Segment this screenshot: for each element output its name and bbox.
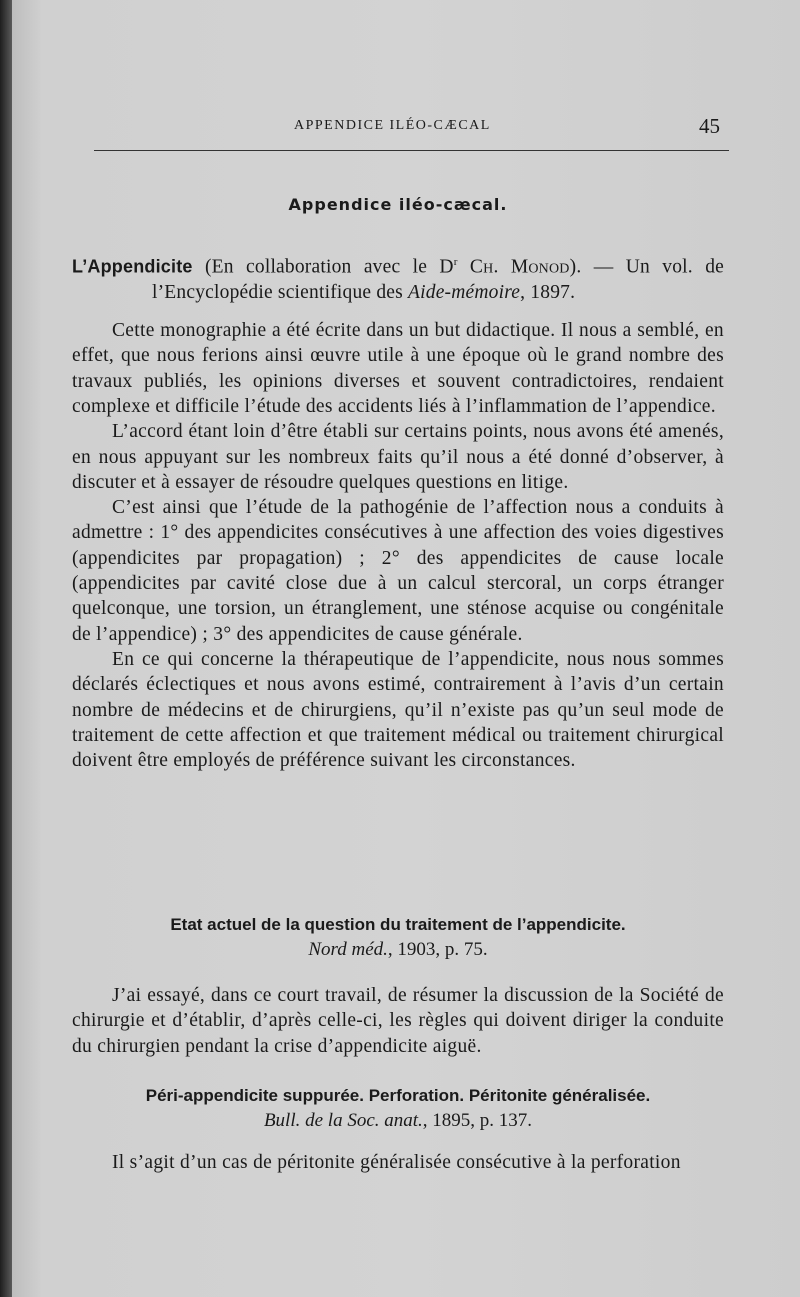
journal-name: Nord méd. [308, 939, 388, 960]
entry-source [72, 1110, 724, 1132]
citation-text-1: (En collaboration avec le D [192, 256, 454, 278]
entry-source [72, 939, 724, 961]
paragraph: L’accord étant loin d’être établi sur certains points, nous avons été amenés, en nous appuyant sur les nombreux faits qu’il nous a été donné d’observer, à discuter et à essayer de résoudre quelques questions en litige. [72, 421, 724, 493]
entry-title: Etat actuel de la question du traitement de l’appendicite. [170, 915, 626, 934]
book-page [12, 0, 800, 1297]
journal-ref: , 1895, p. 137. [422, 1110, 533, 1131]
entry-peri-appendicite-body [72, 1150, 724, 1175]
paragraph: En ce qui concerne la thérapeutique de l’appendicite, nous nous sommes déclarés éclectiques et nous avons estimé, contrairement à l’avis d’un certain nombre de médecins et de chirurgiens, qu’il n’existe pas qu’un seul mode de traitement de cette affection et que traitement médical ou traitement chirurgical doivent être employés de préférence suivant les circonstances. [72, 648, 724, 772]
header-rule [94, 150, 729, 151]
entry-etat-actuel-body [72, 983, 724, 1059]
paragraph: Il s’agit d’un cas de péritonite généralisée consécutive à la perforation [112, 1152, 681, 1173]
entry-etat-actuel-heading [72, 915, 724, 961]
entry-title: Péri-appendicite suppurée. Perforation. Péritonite généralisée. [145, 1086, 651, 1105]
page-number: 45 [699, 114, 720, 138]
entry-peri-appendicite-heading [72, 1086, 724, 1132]
dr-superscript: r [453, 256, 458, 268]
entry-citation [72, 250, 724, 305]
journal-ref: , 1903, p. 75. [387, 939, 488, 960]
citation-year: , 1897. [520, 281, 576, 303]
page-header [12, 114, 800, 144]
paragraph: Cette monographie a été écrite dans un but didactique. Il nous a semblé, en effet, que nous ferions ainsi œuvre utile à une époque où le grand nombre des travaux publiés, les opinions diverses et souvent contradictoires, rendaient complexe et difficile l’étude des accidents liés à l’inflammation de l’appendice. [72, 320, 724, 417]
citation-text-2: ). — Un vol. de l’Encyclopédie scientifique des [152, 256, 724, 303]
paragraph: C’est ainsi que l’étude de la pathogénie de l’affection nous a conduits à admettre : 1° des appendicites consécutives à une affection des voies digestives (appendicites par propagation) ; 2° des appendicites de cause locale (appendicites par cavité close due à un calcul stercoral, un corps étranger quelconque, une torsion, un étranglement, une sténose acquise ou congénitale de l’appendice) ; 3° des appendicites de cause générale. [72, 497, 724, 645]
page-left-edge [0, 0, 12, 1297]
paragraph: J’ai essayé, dans ce court travail, de résumer la discussion de la Société de chirurgie et d’établir, d’après celle-ci, les règles qui doivent diriger la conduite du chirurgien pendant la crise d’appendicite aiguë. [72, 985, 724, 1057]
author-name: Ch. Monod [457, 256, 570, 278]
entry-appendicite [72, 250, 724, 773]
entry-body [72, 318, 724, 773]
series-title: Aide-mémoire [408, 281, 521, 303]
section-title: Appendice iléo-cæcal. [288, 195, 508, 214]
entry-lead-title: L’Appendicite [72, 256, 193, 277]
running-title: APPENDICE ILÉO-CÆCAL [294, 118, 491, 133]
section-heading [72, 195, 724, 215]
journal-name: Bull. de la Soc. anat. [263, 1110, 423, 1131]
